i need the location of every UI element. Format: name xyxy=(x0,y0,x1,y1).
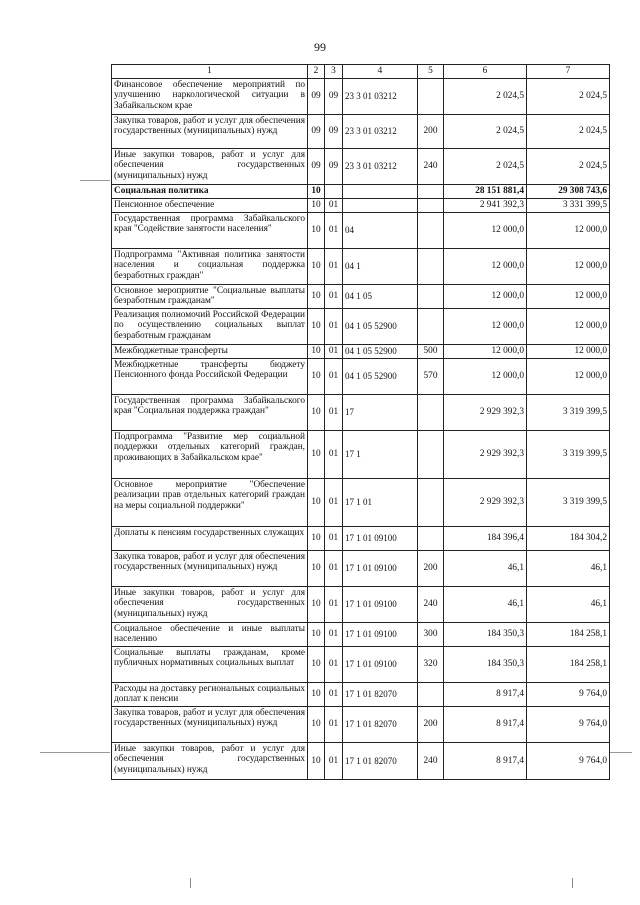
row-target-code-cell: 04 1 05 52900 xyxy=(343,359,418,395)
row-subsection-cell: 01 xyxy=(325,249,343,285)
row-expense-type-cell xyxy=(418,249,444,285)
row-subsection-cell: 01 xyxy=(325,345,343,359)
row-subsection-cell: 01 xyxy=(325,395,343,431)
row-expense-type-cell xyxy=(418,431,444,479)
row-name-cell: Государственная программа Забайкальского края "Содействие занятости населения" xyxy=(112,213,308,249)
scan-mark-left-top xyxy=(80,180,110,181)
row-target-code-cell: 04 1 05 xyxy=(343,285,418,309)
row-amount-year-2-cell: 29 308 743,6 xyxy=(527,185,610,199)
row-amount-year-2-cell: 9 764,0 xyxy=(527,743,610,780)
header-cell-subsection: 3 xyxy=(325,65,343,79)
header-cell-section: 2 xyxy=(308,65,325,79)
row-name-cell: Реализация полномочий Российской Федерации по осуществлению социальных выплат безработным гражданам xyxy=(112,309,308,345)
row-subsection-cell: 01 xyxy=(325,309,343,345)
row-name-cell: Социальная политика xyxy=(112,185,308,199)
row-expense-type-cell: 200 xyxy=(418,551,444,587)
row-subsection-cell: 01 xyxy=(325,587,343,623)
table-row xyxy=(112,185,610,199)
row-target-code-cell: 17 1 01 09100 xyxy=(343,551,418,587)
row-target-code-cell xyxy=(343,185,418,199)
row-amount-year-1-cell: 46,1 xyxy=(444,587,527,623)
row-expense-type-cell: 300 xyxy=(418,623,444,647)
row-section-cell: 10 xyxy=(308,395,325,431)
row-expense-type-cell: 240 xyxy=(418,587,444,623)
row-amount-year-1-cell: 2 929 392,3 xyxy=(444,395,527,431)
row-target-code-cell: 17 1 xyxy=(343,431,418,479)
row-amount-year-1-cell: 2 941 392,3 xyxy=(444,199,527,213)
row-amount-year-1-cell: 2 024,5 xyxy=(444,115,527,149)
page-number: 99 xyxy=(314,40,326,54)
row-amount-year-2-cell: 12 000,0 xyxy=(527,309,610,345)
row-amount-year-2-cell: 12 000,0 xyxy=(527,285,610,309)
row-target-code-cell xyxy=(343,199,418,213)
table-row xyxy=(112,345,610,359)
row-amount-year-1-cell: 8 917,4 xyxy=(444,743,527,780)
row-amount-year-1-cell: 2 024,5 xyxy=(444,149,527,185)
row-target-code-cell: 17 1 01 09100 xyxy=(343,527,418,551)
row-subsection-cell xyxy=(325,185,343,199)
row-section-cell: 10 xyxy=(308,309,325,345)
row-subsection-cell: 01 xyxy=(325,647,343,683)
row-subsection-cell: 01 xyxy=(325,623,343,647)
row-name-cell: Закупка товаров, работ и услуг для обеспечения государственных (муниципальных) нужд xyxy=(112,551,308,587)
row-amount-year-2-cell: 2 024,5 xyxy=(527,115,610,149)
row-target-code-cell: 17 1 01 82070 xyxy=(343,707,418,743)
row-target-code-cell: 04 xyxy=(343,213,418,249)
row-amount-year-2-cell: 9 764,0 xyxy=(527,683,610,707)
table-row xyxy=(112,359,610,395)
row-section-cell: 09 xyxy=(308,149,325,185)
table-header-row xyxy=(112,65,610,79)
row-name-cell: Основное мероприятие "Социальные выплаты безработным гражданам" xyxy=(112,285,308,309)
table-row xyxy=(112,149,610,185)
row-section-cell: 09 xyxy=(308,79,325,115)
row-subsection-cell: 01 xyxy=(325,683,343,707)
row-subsection-cell: 01 xyxy=(325,707,343,743)
table-row xyxy=(112,431,610,479)
row-expense-type-cell: 500 xyxy=(418,345,444,359)
row-amount-year-2-cell: 12 000,0 xyxy=(527,213,610,249)
row-target-code-cell: 17 1 01 xyxy=(343,479,418,527)
row-expense-type-cell: 240 xyxy=(418,743,444,780)
row-amount-year-1-cell: 2 929 392,3 xyxy=(444,431,527,479)
table-row xyxy=(112,79,610,115)
row-amount-year-2-cell: 184 304,2 xyxy=(527,527,610,551)
row-target-code-cell: 04 1 05 52900 xyxy=(343,345,418,359)
row-subsection-cell: 01 xyxy=(325,527,343,551)
table-row xyxy=(112,743,610,780)
row-section-cell: 10 xyxy=(308,527,325,551)
row-amount-year-2-cell: 9 764,0 xyxy=(527,707,610,743)
scan-mark-right xyxy=(610,752,632,753)
row-name-cell: Межбюджетные трансферты бюджету Пенсионного фонда Российской Федерации xyxy=(112,359,308,395)
row-expense-type-cell: 570 xyxy=(418,359,444,395)
row-amount-year-2-cell: 3 319 399,5 xyxy=(527,431,610,479)
table-row xyxy=(112,587,610,623)
table-row xyxy=(112,551,610,587)
row-name-cell: Доплаты к пенсиям государственных служащих xyxy=(112,527,308,551)
row-subsection-cell: 01 xyxy=(325,551,343,587)
row-name-cell: Основное мероприятие "Обеспечение реализации прав отдельных категорий граждан на меры социальной поддержки" xyxy=(112,479,308,527)
row-name-cell: Расходы на доставку региональных социальных доплат к пенсии xyxy=(112,683,308,707)
row-subsection-cell: 01 xyxy=(325,213,343,249)
row-name-cell: Иные закупки товаров, работ и услуг для обеспечения государственных (муниципальных) нужд xyxy=(112,149,308,185)
scan-mark-left-bottom xyxy=(40,752,110,753)
row-subsection-cell: 01 xyxy=(325,199,343,213)
row-subsection-cell: 01 xyxy=(325,431,343,479)
row-target-code-cell: 17 1 01 09100 xyxy=(343,587,418,623)
row-amount-year-2-cell: 12 000,0 xyxy=(527,359,610,395)
row-section-cell: 10 xyxy=(308,213,325,249)
row-amount-year-2-cell: 46,1 xyxy=(527,587,610,623)
row-expense-type-cell xyxy=(418,479,444,527)
row-amount-year-2-cell: 46,1 xyxy=(527,551,610,587)
row-amount-year-1-cell: 184 350,3 xyxy=(444,623,527,647)
row-expense-type-cell xyxy=(418,285,444,309)
row-subsection-cell: 01 xyxy=(325,285,343,309)
row-target-code-cell: 04 1 xyxy=(343,249,418,285)
row-amount-year-1-cell: 12 000,0 xyxy=(444,285,527,309)
row-section-cell: 10 xyxy=(308,479,325,527)
table-row xyxy=(112,213,610,249)
row-section-cell: 10 xyxy=(308,551,325,587)
row-expense-type-cell: 200 xyxy=(418,115,444,149)
row-amount-year-1-cell: 12 000,0 xyxy=(444,249,527,285)
row-amount-year-2-cell: 3 319 399,5 xyxy=(527,479,610,527)
table-row xyxy=(112,683,610,707)
row-amount-year-1-cell: 2 929 392,3 xyxy=(444,479,527,527)
row-amount-year-1-cell: 184 350,3 xyxy=(444,647,527,683)
row-expense-type-cell xyxy=(418,79,444,115)
row-expense-type-cell: 320 xyxy=(418,647,444,683)
row-subsection-cell: 09 xyxy=(325,79,343,115)
row-name-cell: Государственная программа Забайкальского края "Социальная поддержка граждан" xyxy=(112,395,308,431)
table-row xyxy=(112,199,610,213)
row-section-cell: 09 xyxy=(308,115,325,149)
row-name-cell: Социальное обеспечение и иные выплаты населению xyxy=(112,623,308,647)
row-target-code-cell: 17 1 01 82070 xyxy=(343,683,418,707)
row-amount-year-1-cell: 12 000,0 xyxy=(444,359,527,395)
row-section-cell: 10 xyxy=(308,743,325,780)
row-amount-year-1-cell: 12 000,0 xyxy=(444,309,527,345)
row-amount-year-2-cell: 184 258,1 xyxy=(527,623,610,647)
row-section-cell: 10 xyxy=(308,623,325,647)
row-section-cell: 10 xyxy=(308,647,325,683)
row-expense-type-cell: 200 xyxy=(418,707,444,743)
row-target-code-cell: 04 1 05 52900 xyxy=(343,309,418,345)
row-target-code-cell: 23 3 01 03212 xyxy=(343,149,418,185)
row-name-cell: Закупка товаров, работ и услуг для обеспечения государственных (муниципальных) нужд xyxy=(112,115,308,149)
row-expense-type-cell xyxy=(418,395,444,431)
header-cell-name: 1 xyxy=(112,65,308,79)
row-amount-year-1-cell: 8 917,4 xyxy=(444,683,527,707)
row-target-code-cell: 17 xyxy=(343,395,418,431)
header-cell-target-code: 4 xyxy=(343,65,418,79)
scan-tick-left xyxy=(190,878,191,888)
row-section-cell: 10 xyxy=(308,249,325,285)
budget-table xyxy=(111,64,610,780)
row-amount-year-1-cell: 12 000,0 xyxy=(444,213,527,249)
row-amount-year-1-cell: 184 396,4 xyxy=(444,527,527,551)
row-amount-year-2-cell: 2 024,5 xyxy=(527,149,610,185)
row-section-cell: 10 xyxy=(308,345,325,359)
table-row xyxy=(112,285,610,309)
table-row xyxy=(112,309,610,345)
row-section-cell: 10 xyxy=(308,185,325,199)
row-expense-type-cell xyxy=(418,185,444,199)
header-cell-amount-year-1: 6 xyxy=(444,65,527,79)
row-expense-type-cell xyxy=(418,527,444,551)
table-row xyxy=(112,647,610,683)
row-section-cell: 10 xyxy=(308,587,325,623)
row-subsection-cell: 01 xyxy=(325,743,343,780)
row-subsection-cell: 09 xyxy=(325,115,343,149)
row-target-code-cell: 23 3 01 03212 xyxy=(343,79,418,115)
row-name-cell: Социальные выплаты гражданам, кроме публичных нормативных социальных выплат xyxy=(112,647,308,683)
row-section-cell: 10 xyxy=(308,683,325,707)
row-subsection-cell: 09 xyxy=(325,149,343,185)
header-cell-amount-year-2: 7 xyxy=(527,65,610,79)
row-name-cell: Подпрограмма "Развитие мер социальной поддержки отдельных категорий граждан, проживающих в Забайкальском крае" xyxy=(112,431,308,479)
header-cell-expense-type: 5 xyxy=(418,65,444,79)
row-section-cell: 10 xyxy=(308,199,325,213)
row-subsection-cell: 01 xyxy=(325,479,343,527)
row-name-cell: Иные закупки товаров, работ и услуг для обеспечения государственных (муниципальных) нужд xyxy=(112,587,308,623)
row-name-cell: Пенсионное обеспечение xyxy=(112,199,308,213)
row-section-cell: 10 xyxy=(308,707,325,743)
row-name-cell: Закупка товаров, работ и услуг для обеспечения государственных (муниципальных) нужд xyxy=(112,707,308,743)
row-target-code-cell: 17 1 01 09100 xyxy=(343,647,418,683)
row-section-cell: 10 xyxy=(308,431,325,479)
row-expense-type-cell xyxy=(418,199,444,213)
row-expense-type-cell xyxy=(418,683,444,707)
row-expense-type-cell: 240 xyxy=(418,149,444,185)
row-amount-year-1-cell: 2 024,5 xyxy=(444,79,527,115)
row-name-cell: Финансовое обеспечение мероприятий по улучшению наркологической ситуации в Забайкальском крае xyxy=(112,79,308,115)
row-amount-year-2-cell: 184 258,1 xyxy=(527,647,610,683)
table-row xyxy=(112,623,610,647)
row-section-cell: 10 xyxy=(308,359,325,395)
table-row xyxy=(112,249,610,285)
table-row xyxy=(112,479,610,527)
row-expense-type-cell xyxy=(418,213,444,249)
row-target-code-cell: 17 1 01 09100 xyxy=(343,623,418,647)
row-expense-type-cell xyxy=(418,309,444,345)
row-amount-year-2-cell: 3 319 399,5 xyxy=(527,395,610,431)
table-row xyxy=(112,395,610,431)
row-amount-year-2-cell: 3 331 399,5 xyxy=(527,199,610,213)
row-section-cell: 10 xyxy=(308,285,325,309)
table-row xyxy=(112,707,610,743)
row-subsection-cell: 01 xyxy=(325,359,343,395)
row-amount-year-1-cell: 46,1 xyxy=(444,551,527,587)
row-amount-year-1-cell: 8 917,4 xyxy=(444,707,527,743)
row-target-code-cell: 23 3 01 03212 xyxy=(343,115,418,149)
row-name-cell: Подпрограмма "Активная политика занятости населения и социальная поддержка безработных граждан" xyxy=(112,249,308,285)
row-amount-year-1-cell: 28 151 881,4 xyxy=(444,185,527,199)
row-amount-year-2-cell: 12 000,0 xyxy=(527,249,610,285)
row-name-cell: Межбюджетные трансферты xyxy=(112,345,308,359)
table-row xyxy=(112,527,610,551)
row-target-code-cell: 17 1 01 82070 xyxy=(343,743,418,780)
row-amount-year-2-cell: 2 024,5 xyxy=(527,79,610,115)
row-amount-year-1-cell: 12 000,0 xyxy=(444,345,527,359)
scan-tick-right xyxy=(572,878,573,888)
table-row xyxy=(112,115,610,149)
row-amount-year-2-cell: 12 000,0 xyxy=(527,345,610,359)
row-name-cell: Иные закупки товаров, работ и услуг для обеспечения государственных (муниципальных) нужд xyxy=(112,743,308,780)
